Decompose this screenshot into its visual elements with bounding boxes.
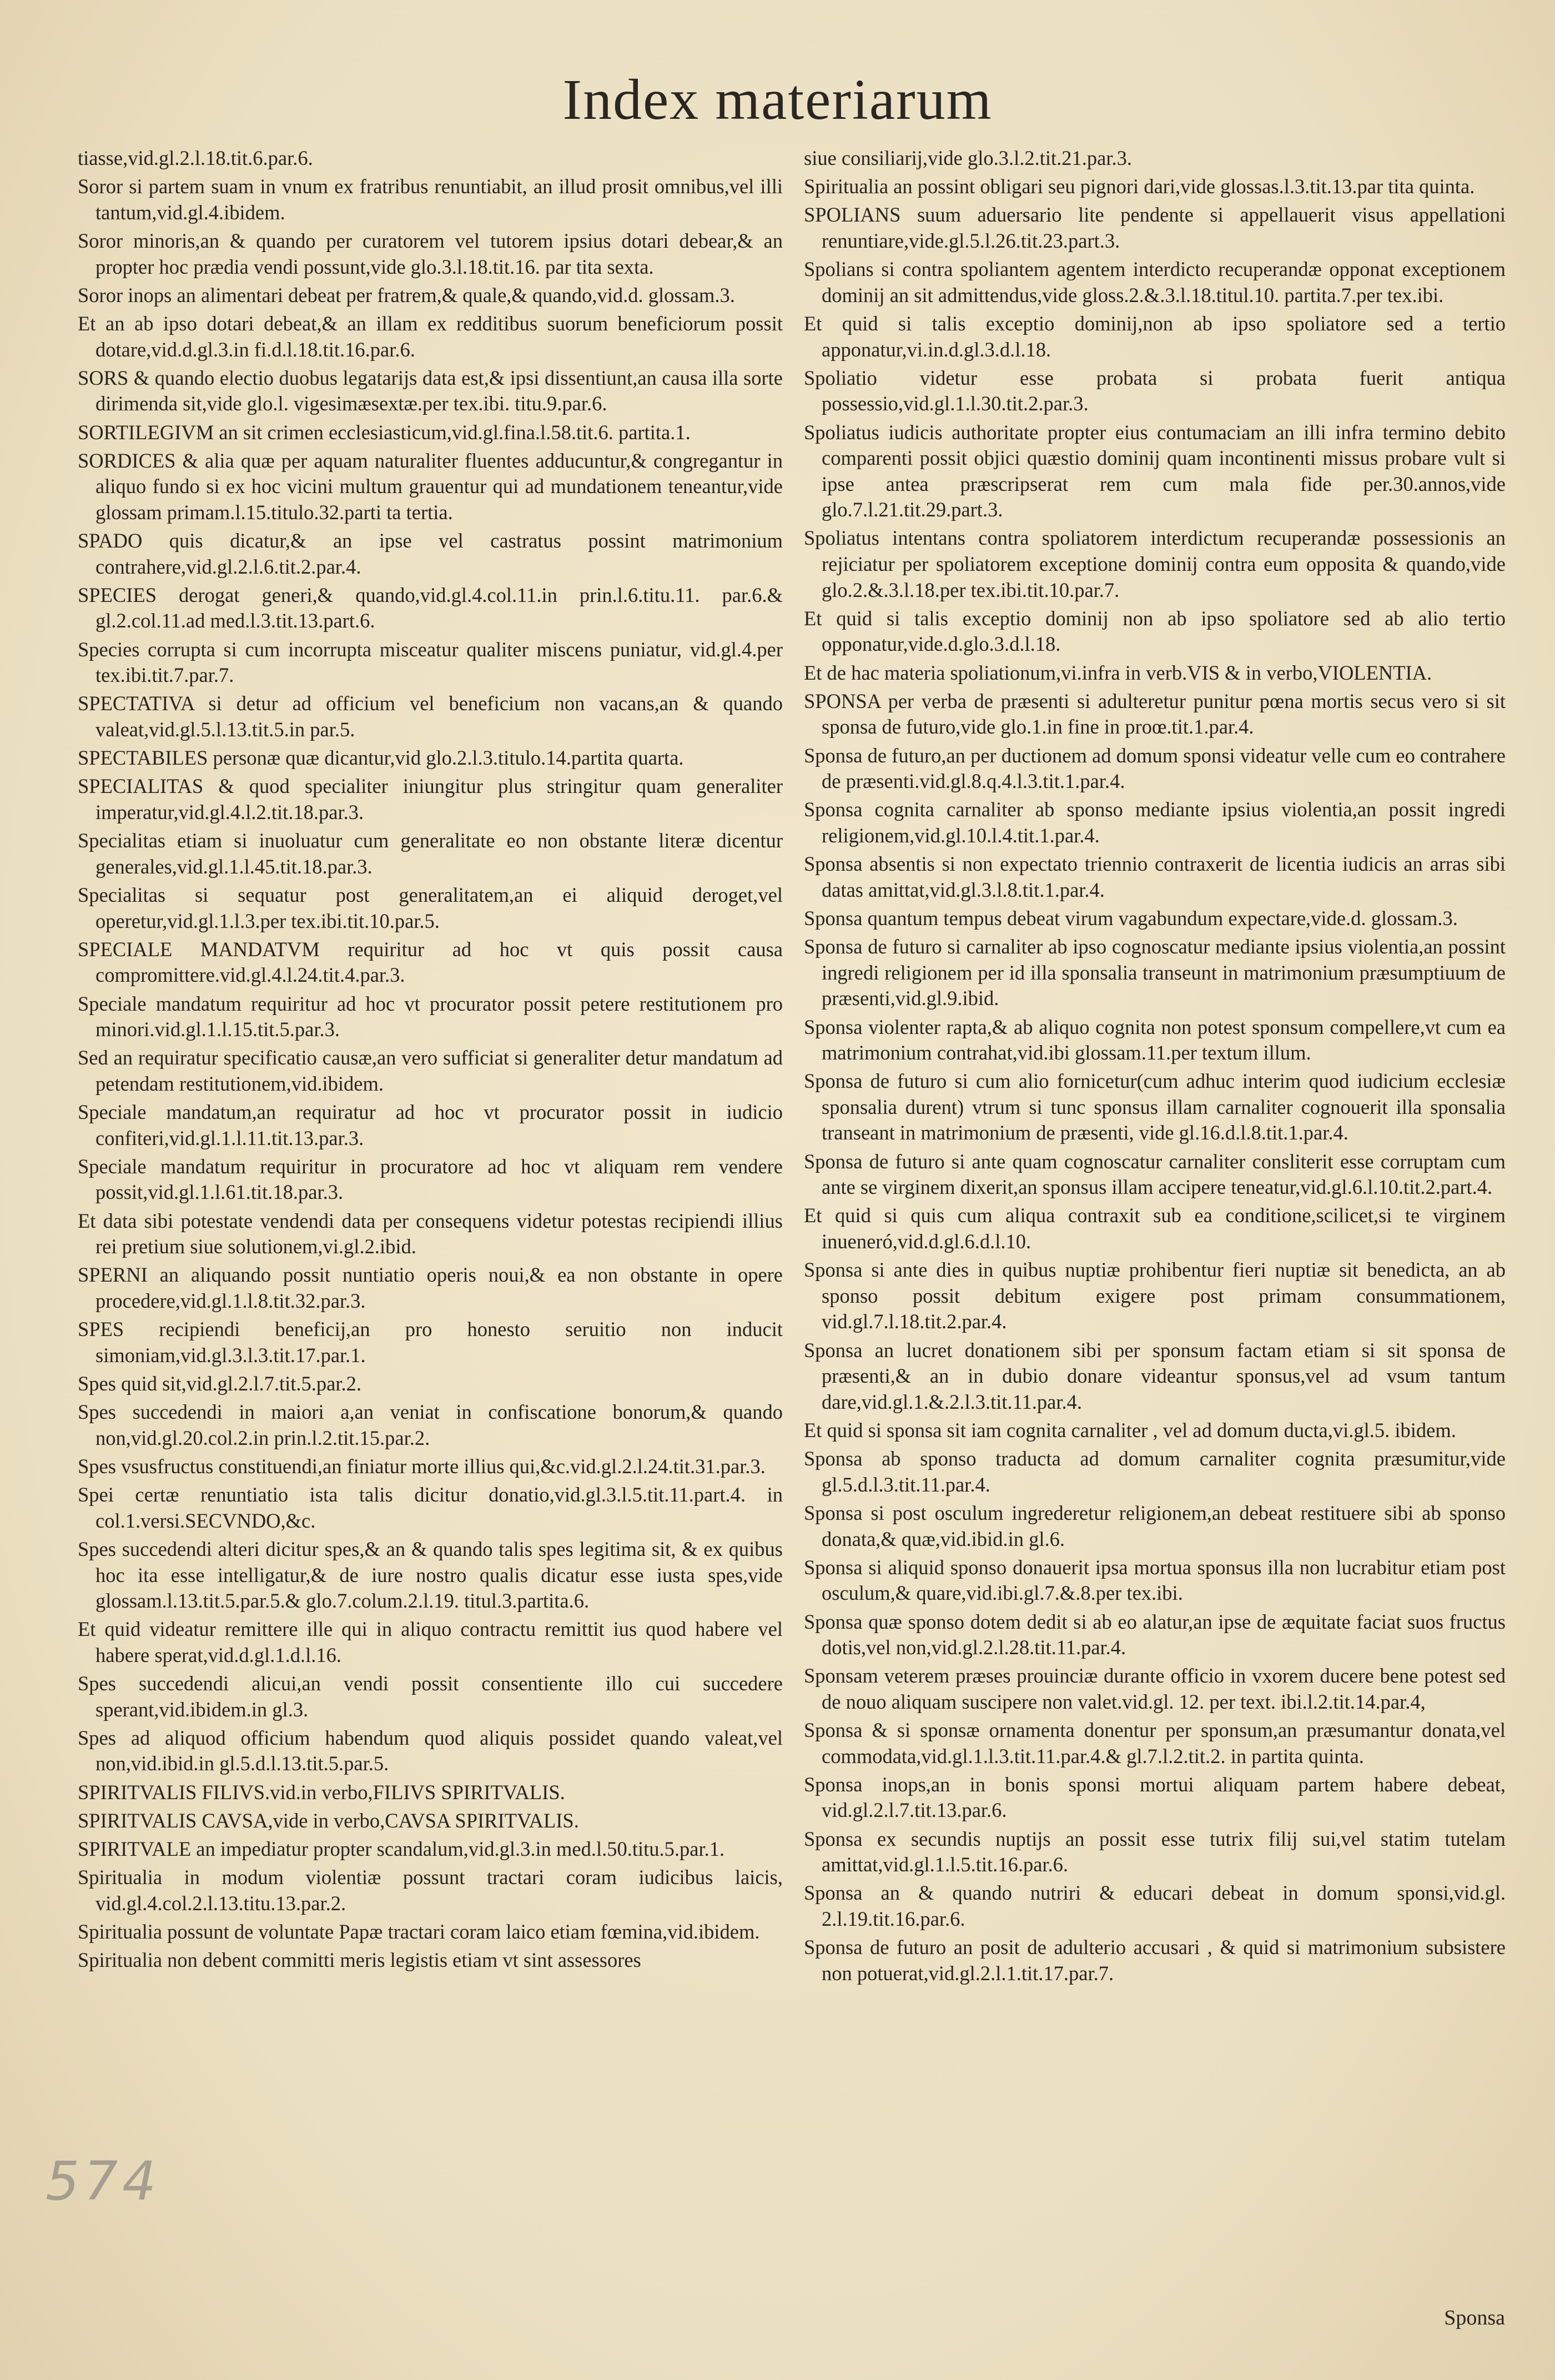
index-entry: Spes quid sit,vid.gl.2.l.7.tit.5.par.2. [78, 1372, 362, 1395]
page-header: Index materiarum [562, 68, 993, 132]
index-entry: Sponsa inops,an in bonis sponsi mortui aliquam partem habere debeat, vid.gl.2.l.7.tit.13.par.6. [804, 1773, 1506, 1822]
index-entry: Sponsa an & quando nutriri & educari debeat in domum sponsi,vid.gl. 2.l.19.tit.16.par.6. [804, 1881, 1506, 1930]
index-column-right [804, 145, 1506, 1989]
index-entry: Et quid si talis exceptio dominij non ab ipso spoliatore sed ab alio tertio opponatur,vide.d.glo.3.d.l.18. [804, 606, 1506, 656]
index-entry: Et an ab ipso dotari debeat,& an illam ex redditibus suorum beneficiorum possit dotare,vid.d.gl.3.in fi.d.l.18.tit.16.par.6. [78, 312, 783, 361]
index-entry: Spes succedendi in maiori a,an veniat in confiscatione bonorum,& quando non,vid.gl.20.col.2.in prin.l.2.tit.15.par.2. [78, 1400, 783, 1449]
index-entry: Sponsam veterem præses prouinciæ durante officio in vxorem ducere bene potest sed de nouo aliquam suscipere non valet.vid.gl. 12. per text. ibi.l.2.tit.14.par.4, [804, 1664, 1506, 1713]
index-entry: Spoliatio videtur esse probata si probata fuerit antiqua possessio,vid.gl.1.l.30.tit.2.par.3. [804, 366, 1506, 415]
index-entry: SPECIALE MANDATVM requiritur ad hoc vt quis possit causa compromittere.vid.gl.4.l.24.tit.4.par.3. [78, 937, 783, 987]
index-entry: Soror inops an alimentari debeat per fratrem,& quale,& quando,vid.d. glossam.3. [78, 283, 735, 307]
index-entry: Sponsa & si sponsæ ornamenta donentur per sponsum,an præsumantur donata,vel commodata,vid.gl.1.l.3.tit.11.par.4.& gl.7.l.2.tit.2. in partita quinta. [804, 1719, 1506, 1768]
index-entry: Specialitas etiam si inuoluatur cum generalitate eo non obstante literæ dicentur generales,vid.gl.1.l.45.tit.18.par.3. [78, 829, 783, 878]
index-entry: Spes ad aliquod officium habendum quod aliquis possidet quando valeat,vel non,vid.ibid.in gl.5.d.l.13.tit.5.par.5. [78, 1726, 783, 1775]
index-entry: Sponsa de futuro,an per ductionem ad domum sponsi videatur velle cum eo contrahere de præsenti.vid.gl.8.q.4.l.3.tit.1.par.4. [804, 744, 1506, 793]
index-entry: Et quid si talis exceptio dominij,non ab ipso spoliatore sed a tertio apponatur,vi.in.d.gl.3.d.l.18. [804, 312, 1506, 361]
index-entry: Spes vsusfructus constituendi,an finiatur morte illius qui,&c.vid.gl.2.l.24.tit.31.par.3. [78, 1454, 766, 1478]
handwritten-page-number: 574 [46, 2150, 161, 2212]
index-entry: Spei certæ renuntiatio ista talis dicitur donatio,vid.gl.3.l.5.tit.11.part.4. in col.1.versi.SECVNDO,&c. [78, 1483, 783, 1532]
index-entry: Sponsa de futuro si ante quam cognoscatur carnaliter consliterit esse corruptam cum ante se virginem dixerit,an sponsus illam accipere teneatur,vid.gl.6.l.10.tit.2.part.4. [804, 1149, 1506, 1199]
index-entry: Sponsa si post osculum ingrederetur religionem,an debeat restituere sibi ab sponso donata,& quæ,vid.ibid.in gl.6. [804, 1501, 1506, 1550]
index-entry: Spiritualia in modum violentiæ possunt tractari coram iudicibus laicis, vid.gl.4.col.2.l.13.titu.13.par.2. [78, 1866, 783, 1915]
index-entry: Spoliatus iudicis authoritate propter eius contumaciam an illi infra termino debito comparenti possit objici quæstio dominij quam incontinenti missus probare vult si ipse antea præscripserat rem cum mala fide per.30.annos,vide glo.7.l.21.tit.29.part.3. [804, 420, 1506, 521]
index-entry: SPIRITVALIS FILIVS.vid.in verbo,FILIVS SPIRITVALIS. [78, 1780, 565, 1804]
index-entry: Spes succedendi alteri dicitur spes,& an & quando talis spes legitima sit, & ex quibus hoc ita esse intelligatur,& de iure nostro qualis dicatur esse iusta spes,vide glossam.l.13.tit.5.par.5.& glo.7.colum.2.l.19. titul.3.partita.6. [78, 1537, 783, 1613]
index-entry: SPES recipiendi beneficij,an pro honesto seruitio non inducit simoniam,vid.gl.3.l.3.tit.17.par.1. [78, 1318, 783, 1367]
index-entry: Spoliatus intentans contra spoliatorem interdictum recuperandæ possessionis an rejiciatur per spoliatorem exceptione dominij contra eum opposita & quando,vide glo.2.&.3.l.18.per tex.ibi.tit.10.par.7. [804, 526, 1506, 601]
index-entry: SORS & quando electio duobus legatarijs data est,& ipsi dissentiunt,an causa illa sorte dirimenda sit,vide glo.l. vigesimæsextæ.per tex.ibi. titu.9.par.6. [78, 366, 783, 415]
index-entry: Sponsa si aliquid sponso donauerit ipsa mortua sponsus illa non lucrabitur etiam post osculum,& quare,vid.ibi.gl.7.&.8.per tex.ibi. [804, 1555, 1506, 1605]
catchword: Sponsa [1444, 2306, 1505, 2329]
index-entry: Et quid si quis cum aliqua contraxit sub ea conditione,scilicet,si te virginem inueneró,vid.d.gl.6.d.l.10. [804, 1204, 1506, 1253]
index-entry: Sponsa quantum tempus debeat virum vagabundum expectare,vide.d. glossam.3. [804, 906, 1458, 930]
index-entry: SPECIALITAS & quod specialiter iniungitur plus stringitur quam generaliter imperatur,vid.gl.4.l.2.tit.18.par.3. [78, 775, 783, 824]
index-entry: Sed an requiratur specificatio causæ,an vero sufficiat si generaliter detur mandatum ad petendam restitutionem,vid.ibidem. [78, 1046, 783, 1095]
index-entry: Specialitas si sequatur post generalitatem,an ei aliquid deroget,vel operetur,vid.gl.1.l.3.per tex.ibi.tit.10.par.5. [78, 883, 783, 932]
index-column-left [78, 145, 783, 1976]
index-entry: Et data sibi potestate vendendi data per consequens videtur potestas recipiendi illius rei pretium siue solutionem,vi.gl.2.ibid. [78, 1209, 783, 1258]
index-entry: Sponsa de futuro an posit de adulterio accusari , & quid si matrimonium subsistere non potuerat,vid.gl.2.l.1.tit.17.par.7. [804, 1936, 1506, 1985]
index-entry: Speciale mandatum requiritur ad hoc vt procurator possit petere restitutionem pro minori.vid.gl.1.l.15.tit.5.par.3. [78, 992, 783, 1041]
index-entry: SPIRITVALE an impediatur propter scandalum,vid.gl.3.in med.l.50.titu.5.par.1. [78, 1837, 725, 1860]
index-entry: Sponsa an lucret donationem sibi per sponsum factam etiam si sit sponsa de præsenti,& an in dubio donare videantur sponsus,vel ad vsum tantum dare,vid.gl.1.&.2.l.3.tit.11.par.4. [804, 1338, 1506, 1413]
index-entry: Sponsa violenter rapta,& ab aliquo cognita non potest sponsum compellere,vt cum ea matrimonium contrahat,vid.ibi glossam.11.per textum illum. [804, 1015, 1506, 1065]
index-entry: Et de hac materia spoliationum,vi.infra in verb.VIS & in verbo,VIOLENTIA. [804, 661, 1432, 684]
index-entry: SPADO quis dicatur,& an ipse vel castratus possint matrimonium contrahere,vid.gl.2.l.6.tit.2.par.4. [78, 529, 783, 578]
index-entry: SPECTABILES personæ quæ dicantur,vid glo.2.l.3.titulo.14.partita quarta. [78, 746, 684, 770]
index-entry: Spiritualia non debent committi meris legistis etiam vt sint assessores [78, 1949, 641, 1972]
index-entry: Soror si partem suam in vnum ex fratribus renuntiabit, an illud prosit omnibus,vel illi tantum,vid.gl.4.ibidem. [78, 175, 783, 224]
index-entry: Et quid videatur remittere ille qui in aliquo contractu remittit ius quod habere vel habere sperat,vid.d.gl.1.d.l.16. [78, 1618, 783, 1666]
index-entry: SPONSA per verba de præsenti si adulteretur punitur pœna mortis secus vero si sit sponsa de futuro,vide glo.1.in fine in proœ.tit.1.par.4. [804, 689, 1506, 739]
index-entry: Et quid si sponsa sit iam cognita carnaliter , vel ad domum ducta,vi.gl.5. ibidem. [804, 1418, 1456, 1442]
index-entry: SPECTATIVA si detur ad officium vel beneficium non vacans,an & quando valeat,vid.gl.5.l.13.tit.5.in par.5. [78, 692, 783, 741]
index-entry: Sponsa absentis si non expectato triennio contraxerit de licentia iudicis an arras sibi datas amittat,vid.gl.3.l.8.tit.1.par.4. [804, 852, 1506, 901]
index-entry: Speciale mandatum,an requiratur ad hoc vt procurator possit in iudicio confiteri,vid.gl.1.l.11.tit.13.par.3. [78, 1101, 783, 1149]
index-entry: SORDICES & alia quæ per aquam naturaliter fluentes adducuntur,& congregantur in aliquo fundo si ex hoc vicini multum grauentur qui ad mundationem teneantur,vide glossam primam.l.15.titulo.32.parti ta tertia. [78, 449, 783, 524]
index-entry: Sponsa quæ sponso dotem dedit si ab eo alatur,an ipse de æquitate faciat suos fructus dotis,vel non,vid.gl.2.l.28.tit.11.par.4. [804, 1610, 1506, 1659]
index-entry: SORTILEGIVM an sit crimen ecclesiasticum,vid.gl.fina.l.58.tit.6. partita.1. [78, 420, 691, 444]
index-entry: Sponsa si ante dies in quibus nuptiæ prohibentur fieri nuptiæ sit benedicta, an ab sponso possit debitum exigere post primam consummationem, vid.gl.7.l.18.tit.2.par.4. [804, 1258, 1506, 1333]
index-entry: Sponsa de futuro si cum alio fornicetur(cum adhuc interim quod iudicium ecclesiæ sponsalia durent) vtrum si tunc sponsus illam carnaliter cognouerit illa sponsalia transeant in matrimonium de præsenti, vide gl.16.d.l.8.tit.1.par.4. [804, 1070, 1506, 1144]
index-entry: Sponsa ab sponso traducta ad domum carnaliter cognita præsumitur,vide gl.5.d.l.3.tit.11.par.4. [804, 1447, 1506, 1496]
index-entry: SPOLIANS suum aduersario lite pendente si appellauerit visus appellationi renuntiare,vide.gl.5.l.26.tit.23.part.3. [804, 203, 1506, 252]
index-entry: SPERNI an aliquando possit nuntiatio operis noui,& ea non obstante in opere procedere,vid.gl.1.l.8.tit.32.par.3. [78, 1263, 783, 1312]
index-entry: Speciale mandatum requiritur in procuratore ad hoc vt aliquam rem vendere possit,vid.gl.1.l.61.tit.18.par.3. [78, 1154, 783, 1204]
index-entry: siue consiliarij,vide glo.3.l.2.tit.21.par.3. [804, 147, 1133, 169]
index-entry: tiasse,vid.gl.2.l.18.tit.6.par.6. [78, 147, 313, 169]
index-entry: Spolians si contra spoliantem agentem interdicto recuperandæ opponat exceptionem dominij an sit admittendus,vide gloss.2.&.3.l.18.titul.10. partita.7.per tex.ibi. [804, 258, 1506, 307]
index-entry: Sponsa ex secundis nuptijs an possit esse tutrix filij sui,vel statim tutelam amittat,vid.gl.1.l.5.tit.16.par.6. [804, 1827, 1506, 1876]
index-entry: Species corrupta si cum incorrupta misceatur qualiter miscens puniatur, vid.gl.4.per tex.ibi.tit.7.par.7. [78, 637, 783, 687]
index-entry: Spes succedendi alicui,an vendi possit consentiente illo cui succedere sperant,vid.ibidem.in gl.3. [78, 1672, 783, 1721]
index-entry: Sponsa de futuro si carnaliter ab ipso cognoscatur mediante ipsius violentia,an possint ingredi religionem per id illa sponsalia transeunt in matrimonium præsumptiuum de præsenti,vid.gl.9.ibid. [804, 935, 1506, 1010]
index-entry: Soror minoris,an & quando per curatorem vel tutorem ipsius dotari debear,& an propter hoc prædia vendi possunt,vide glo.3.l.18.tit.16. par tita sexta. [78, 229, 783, 278]
index-entry: Sponsa cognita carnaliter ab sponso mediante ipsius violentia,an possit ingredi religionem,vid.gl.10.l.4.tit.1.par.4. [804, 798, 1506, 847]
index-entry: Spiritualia an possint obligari seu pignori dari,vide glossas.l.3.tit.13.par tita quinta. [804, 175, 1475, 198]
index-entry: SPIRITVALIS CAVSA,vide in verbo,CAVSA SPIRITVALIS. [78, 1809, 579, 1832]
index-entry: Spiritualia possunt de voluntate Papæ tractari coram laico etiam fœmina,vid.ibidem. [78, 1920, 760, 1943]
index-entry: SPECIES derogat generi,& quando,vid.gl.4.col.11.in prin.l.6.titu.11. par.6.& gl.2.col.11.ad med.l.3.tit.13.part.6. [78, 583, 783, 632]
